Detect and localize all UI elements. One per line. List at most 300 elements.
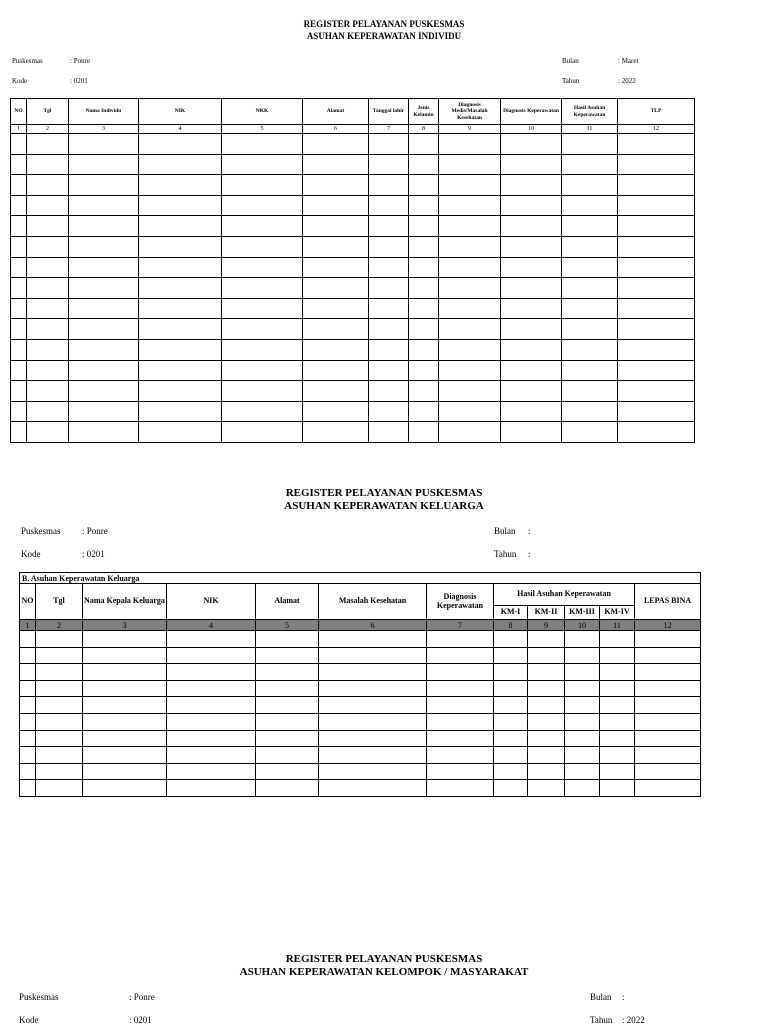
table-cell xyxy=(618,154,695,175)
table-cell xyxy=(20,631,36,648)
table-header-row xyxy=(20,584,701,606)
table-cell xyxy=(528,763,565,780)
table-cell xyxy=(83,697,167,714)
column-number: 1 xyxy=(20,620,36,631)
section3-title-line2: ASUHAN KEPERAWATAN KELOMPOK / MASYARAKAT xyxy=(239,966,529,978)
table-cell xyxy=(222,422,303,443)
table-cell xyxy=(409,154,439,175)
table-cell xyxy=(11,422,27,443)
table-cell xyxy=(69,422,139,443)
table-cell xyxy=(565,680,600,697)
section1-puskesmas-value: : Ponre xyxy=(70,57,91,65)
table-cell xyxy=(11,360,27,381)
col-header: Tgl xyxy=(27,99,69,125)
table-cell xyxy=(167,713,256,730)
table-cell xyxy=(618,401,695,422)
section2-puskesmas-label: Puskesmas xyxy=(21,526,61,536)
section1-title-line2: ASUHAN KEPERAWATAN INDIVIDU xyxy=(306,31,462,41)
column-number: 6 xyxy=(319,620,427,631)
table-cell xyxy=(303,257,369,278)
table-row xyxy=(20,680,701,697)
table-cell xyxy=(69,278,139,299)
table-cell xyxy=(20,664,36,681)
table-cell xyxy=(427,713,494,730)
table-cell xyxy=(501,401,562,422)
table-cell xyxy=(562,381,618,402)
table-cell xyxy=(494,730,528,747)
table-cell xyxy=(139,360,222,381)
table-cell xyxy=(139,236,222,257)
table-cell xyxy=(409,401,439,422)
column-number: 3 xyxy=(83,620,167,631)
table-cell xyxy=(167,747,256,764)
table-cell xyxy=(139,339,222,360)
table-cell xyxy=(618,319,695,340)
table-cell xyxy=(501,360,562,381)
table-cell xyxy=(501,154,562,175)
table-cell xyxy=(501,381,562,402)
table-cell xyxy=(139,298,222,319)
table-cell xyxy=(11,257,27,278)
table-cell xyxy=(139,278,222,299)
table-cell xyxy=(635,664,701,681)
table-cell xyxy=(369,360,409,381)
column-number: 5 xyxy=(222,125,303,134)
table-cell xyxy=(69,319,139,340)
table-cell xyxy=(319,780,427,797)
table-cell xyxy=(427,647,494,664)
table-caption: B. Asuhan Keperawatan Keluarga xyxy=(20,573,701,584)
table-cell xyxy=(83,680,167,697)
table-cell xyxy=(618,422,695,443)
table-cell xyxy=(167,647,256,664)
table-cell xyxy=(83,631,167,648)
table-cell xyxy=(494,697,528,714)
table-cell xyxy=(83,780,167,797)
table-row xyxy=(20,664,701,681)
table-cell xyxy=(167,631,256,648)
col-header-masalah-kesehatan: Masalah Kesehatan xyxy=(319,584,427,620)
table-cell xyxy=(222,319,303,340)
table-row xyxy=(11,339,695,360)
table-cell xyxy=(20,680,36,697)
table-cell xyxy=(562,319,618,340)
table-cell xyxy=(69,195,139,216)
table-cell xyxy=(409,236,439,257)
column-number: 1 xyxy=(11,125,27,134)
table-cell xyxy=(69,236,139,257)
table-cell xyxy=(427,697,494,714)
table-cell xyxy=(303,298,369,319)
table-cell xyxy=(528,697,565,714)
table-cell xyxy=(303,360,369,381)
table-cell xyxy=(565,730,600,747)
table-row xyxy=(20,763,701,780)
table-cell xyxy=(83,747,167,764)
table-row xyxy=(11,154,695,175)
table-cell xyxy=(167,664,256,681)
table-row xyxy=(11,257,695,278)
table-cell xyxy=(319,730,427,747)
table-cell xyxy=(369,236,409,257)
table-cell xyxy=(501,175,562,196)
section2-bulan-label: Bulan xyxy=(494,526,516,536)
table-cell xyxy=(222,339,303,360)
table-cell xyxy=(439,319,501,340)
table-cell xyxy=(369,154,409,175)
column-number: 2 xyxy=(36,620,83,631)
table-cell xyxy=(369,216,409,237)
table-cell xyxy=(11,216,27,237)
col-header: TLP xyxy=(618,99,695,125)
table-cell xyxy=(562,401,618,422)
table-cell xyxy=(494,747,528,764)
column-number: 11 xyxy=(562,125,618,134)
table-cell xyxy=(27,319,69,340)
table-cell xyxy=(618,257,695,278)
section3-title-line1: REGISTER PELAYANAN PUSKESMAS xyxy=(285,953,483,965)
table-cell xyxy=(600,697,635,714)
table-cell xyxy=(36,763,83,780)
table-cell xyxy=(36,697,83,714)
table-cell xyxy=(565,763,600,780)
table-cell xyxy=(69,175,139,196)
table-cell xyxy=(303,154,369,175)
table-cell xyxy=(439,360,501,381)
table-cell xyxy=(139,216,222,237)
table-cell xyxy=(494,664,528,681)
table-cell xyxy=(409,278,439,299)
table-cell xyxy=(427,730,494,747)
table-cell xyxy=(69,216,139,237)
table-cell xyxy=(256,647,319,664)
section3-tahun-value: : 2022 xyxy=(622,1015,645,1024)
table-cell xyxy=(11,381,27,402)
col-header-tgl: Tgl xyxy=(36,584,83,620)
table-cell xyxy=(303,422,369,443)
table-cell xyxy=(27,278,69,299)
table-cell xyxy=(562,360,618,381)
table-cell xyxy=(303,401,369,422)
table-row xyxy=(11,381,695,402)
table-cell xyxy=(635,730,701,747)
table-cell xyxy=(222,257,303,278)
table-cell xyxy=(409,319,439,340)
table-cell xyxy=(36,647,83,664)
table-cell xyxy=(303,278,369,299)
table-cell xyxy=(409,257,439,278)
table-cell xyxy=(528,713,565,730)
table-cell xyxy=(565,747,600,764)
table-cell xyxy=(618,134,695,155)
table-cell xyxy=(167,730,256,747)
section2-kode-label: Kode xyxy=(21,549,41,559)
table-cell xyxy=(635,697,701,714)
column-number: 10 xyxy=(501,125,562,134)
col-header: Tanggal lahir xyxy=(369,99,409,125)
section2-title-line2: ASUHAN KEPERAWATAN KELUARGA xyxy=(284,500,484,512)
table-cell xyxy=(11,278,27,299)
table-cell xyxy=(635,747,701,764)
table-cell xyxy=(36,747,83,764)
table-cell xyxy=(369,422,409,443)
table-cell xyxy=(409,381,439,402)
column-number: 12 xyxy=(618,125,695,134)
table-cell xyxy=(565,664,600,681)
table-cell xyxy=(427,664,494,681)
column-number: 8 xyxy=(494,620,528,631)
table-cell xyxy=(27,175,69,196)
table-cell xyxy=(635,713,701,730)
col-header-no: NO xyxy=(20,584,36,620)
table-cell xyxy=(11,401,27,422)
section1-tahun-label: Tahun xyxy=(562,77,580,85)
table-cell xyxy=(501,298,562,319)
table-cell xyxy=(562,278,618,299)
table-cell xyxy=(409,422,439,443)
table-cell xyxy=(409,216,439,237)
table-cell xyxy=(600,730,635,747)
column-number-row xyxy=(20,620,701,631)
table-cell xyxy=(319,631,427,648)
col-header-hasil-asuhan: Hasil Asuhan Keperawatan xyxy=(494,584,635,606)
table-cell xyxy=(427,747,494,764)
table-cell xyxy=(222,298,303,319)
table-cell xyxy=(494,713,528,730)
table-cell xyxy=(27,216,69,237)
family-register-table xyxy=(19,572,701,797)
table-cell xyxy=(303,134,369,155)
table-cell xyxy=(27,360,69,381)
table-cell xyxy=(439,278,501,299)
table-cell xyxy=(427,631,494,648)
table-cell xyxy=(439,175,501,196)
section2-puskesmas-value: : Ponre xyxy=(82,526,108,536)
table-cell xyxy=(222,175,303,196)
table-cell xyxy=(11,154,27,175)
table-cell xyxy=(439,381,501,402)
table-cell xyxy=(222,381,303,402)
table-cell xyxy=(501,236,562,257)
table-cell xyxy=(635,680,701,697)
table-cell xyxy=(439,339,501,360)
table-cell xyxy=(369,401,409,422)
section3-kode-value: : 0201 xyxy=(129,1015,152,1024)
table-cell xyxy=(27,339,69,360)
section1-title-line1: REGISTER PELAYANAN PUSKESMAS xyxy=(303,19,465,29)
table-cell xyxy=(222,154,303,175)
table-cell xyxy=(20,647,36,664)
section1-bulan-value: : Maret xyxy=(618,57,639,65)
table-cell xyxy=(618,298,695,319)
table-cell xyxy=(27,236,69,257)
table-row xyxy=(20,697,701,714)
table-cell xyxy=(36,780,83,797)
table-cell xyxy=(319,697,427,714)
table-row xyxy=(11,401,695,422)
table-cell xyxy=(409,175,439,196)
table-cell xyxy=(600,763,635,780)
table-cell xyxy=(501,216,562,237)
column-number: 6 xyxy=(303,125,369,134)
column-number: 5 xyxy=(256,620,319,631)
section2-bulan-value: : xyxy=(528,526,531,536)
table-row xyxy=(11,236,695,257)
table-cell xyxy=(528,664,565,681)
table-cell xyxy=(528,747,565,764)
table-cell xyxy=(439,216,501,237)
col-header: NO xyxy=(11,99,27,125)
table-row xyxy=(20,713,701,730)
table-cell xyxy=(565,780,600,797)
col-header-diagnosis-keperawatan: Diagnosis Keperawatan xyxy=(427,584,494,620)
table-header-row xyxy=(11,99,695,125)
table-cell xyxy=(501,257,562,278)
table-cell xyxy=(139,154,222,175)
table-cell xyxy=(69,134,139,155)
individual-register-table xyxy=(10,98,695,443)
table-cell xyxy=(409,360,439,381)
table-cell xyxy=(562,422,618,443)
section2-kode-value: : 0201 xyxy=(82,549,105,559)
table-cell xyxy=(20,697,36,714)
table-cell xyxy=(528,647,565,664)
table-cell xyxy=(369,257,409,278)
table-cell xyxy=(562,339,618,360)
table-cell xyxy=(167,763,256,780)
table-cell xyxy=(565,713,600,730)
table-cell xyxy=(27,195,69,216)
section3-puskesmas-label: Puskesmas xyxy=(19,992,59,1002)
section3-tahun-label: Tahun xyxy=(590,1015,613,1024)
table-cell xyxy=(635,780,701,797)
section1-bulan-label: Bulan xyxy=(562,57,579,65)
table-cell xyxy=(439,195,501,216)
col-header: Jenis Kelamin xyxy=(409,99,439,125)
table-row xyxy=(20,647,701,664)
table-cell xyxy=(11,175,27,196)
table-row xyxy=(11,360,695,381)
section1-puskesmas-label: Puskesmas xyxy=(12,57,43,65)
table-cell xyxy=(635,763,701,780)
table-cell xyxy=(303,195,369,216)
section1-tahun-value: : 2022 xyxy=(618,77,636,85)
table-cell xyxy=(139,401,222,422)
table-row xyxy=(20,631,701,648)
column-number: 2 xyxy=(27,125,69,134)
table-cell xyxy=(618,175,695,196)
table-row xyxy=(11,278,695,299)
table-cell xyxy=(369,339,409,360)
table-row xyxy=(11,175,695,196)
table-cell xyxy=(439,298,501,319)
table-cell xyxy=(69,257,139,278)
table-cell xyxy=(83,647,167,664)
table-row xyxy=(11,298,695,319)
table-cell xyxy=(439,257,501,278)
table-cell xyxy=(562,134,618,155)
section1-kode-label: Kode xyxy=(12,77,28,85)
table-cell xyxy=(256,747,319,764)
table-cell xyxy=(256,780,319,797)
table-row xyxy=(20,780,701,797)
table-cell xyxy=(139,195,222,216)
column-number: 4 xyxy=(167,620,256,631)
table-cell xyxy=(303,175,369,196)
table-row xyxy=(20,747,701,764)
table-cell xyxy=(369,319,409,340)
column-number: 7 xyxy=(369,125,409,134)
table-cell xyxy=(83,713,167,730)
column-number: 11 xyxy=(600,620,635,631)
table-cell xyxy=(303,236,369,257)
col-header-km-4: KM-IV xyxy=(600,606,635,620)
section1-kode-value: : 0201 xyxy=(70,77,88,85)
table-cell xyxy=(256,697,319,714)
table-cell xyxy=(303,339,369,360)
col-header-km-3: KM-III xyxy=(565,606,600,620)
table-cell xyxy=(369,298,409,319)
col-header-nik: NIK xyxy=(167,584,256,620)
table-row xyxy=(20,730,701,747)
table-cell xyxy=(303,319,369,340)
section2-title-line1: REGISTER PELAYANAN PUSKESMAS xyxy=(285,487,483,499)
col-header-nama-kepala-keluarga: Nama Kepala Keluarga xyxy=(83,584,167,620)
column-number: 7 xyxy=(427,620,494,631)
table-cell xyxy=(439,401,501,422)
table-cell xyxy=(562,216,618,237)
table-cell xyxy=(439,154,501,175)
table-cell xyxy=(409,195,439,216)
table-cell xyxy=(69,401,139,422)
column-number: 8 xyxy=(409,125,439,134)
table-cell xyxy=(618,360,695,381)
table-cell xyxy=(494,680,528,697)
table-cell xyxy=(600,647,635,664)
table-cell xyxy=(139,134,222,155)
col-header: Diagnosis Medis/Masalah Kesehatan xyxy=(439,99,501,125)
table-cell xyxy=(528,631,565,648)
table-cell xyxy=(528,730,565,747)
table-cell xyxy=(600,631,635,648)
table-cell xyxy=(369,278,409,299)
table-cell xyxy=(222,360,303,381)
table-cell xyxy=(319,763,427,780)
section2-tahun-value: : xyxy=(528,549,531,559)
section3-bulan-value: : xyxy=(622,992,625,1002)
table-cell xyxy=(528,680,565,697)
table-cell xyxy=(439,134,501,155)
table-cell xyxy=(501,195,562,216)
table-cell xyxy=(36,680,83,697)
table-cell xyxy=(494,780,528,797)
table-cell xyxy=(501,339,562,360)
table-cell xyxy=(618,339,695,360)
table-cell xyxy=(27,422,69,443)
table-cell xyxy=(618,195,695,216)
table-cell xyxy=(256,631,319,648)
table-cell xyxy=(319,664,427,681)
table-cell xyxy=(409,134,439,155)
table-cell xyxy=(11,236,27,257)
table-cell xyxy=(319,647,427,664)
table-cell xyxy=(635,647,701,664)
column-number: 10 xyxy=(565,620,600,631)
table-cell xyxy=(494,647,528,664)
column-number: 9 xyxy=(528,620,565,631)
table-cell xyxy=(222,401,303,422)
column-number: 3 xyxy=(69,125,139,134)
